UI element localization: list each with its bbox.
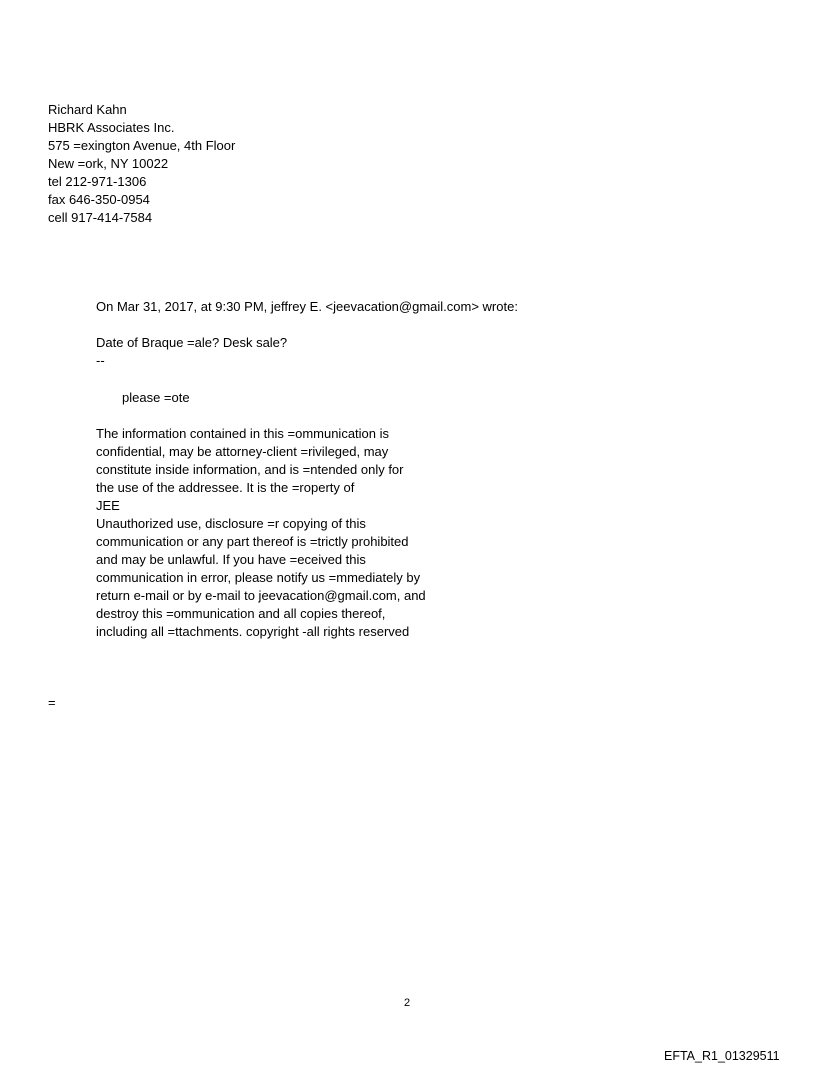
signature-name: Richard Kahn bbox=[48, 102, 127, 117]
disclaimer-line: communication or any part thereof is =trictly prohibited bbox=[96, 534, 409, 549]
signature-fax: fax 646-350-0954 bbox=[48, 192, 150, 207]
disclaimer-line: destroy this =ommunication and all copies thereof, bbox=[96, 606, 386, 621]
signature-address-line1: 575 =exington Avenue, 4th Floor bbox=[48, 138, 236, 153]
trailing-mark: = bbox=[48, 695, 56, 710]
disclaimer-line: communication in error, please notify us =mmediately by bbox=[96, 570, 421, 585]
quoted-note: please =ote bbox=[122, 390, 190, 405]
quoted-header: On Mar 31, 2017, at 9:30 PM, jeffrey E. <jeevacation@gmail.com> wrote: bbox=[96, 299, 518, 314]
quoted-body-line: Date of Braque =ale? Desk sale? bbox=[96, 335, 288, 350]
disclaimer-line: The information contained in this =ommunication is bbox=[96, 426, 390, 441]
disclaimer-line: Unauthorized use, disclosure =r copying of this bbox=[96, 516, 366, 531]
page-number: 2 bbox=[404, 997, 411, 1009]
disclaimer-line: the use of the addressee. It is the =roperty of bbox=[96, 480, 355, 495]
disclaimer-line: confidential, may be attorney-client =rivileged, may bbox=[96, 444, 389, 459]
disclaimer-line: JEE bbox=[96, 498, 120, 513]
signature-company: HBRK Associates Inc. bbox=[48, 120, 175, 135]
signature-cell: cell 917-414-7584 bbox=[48, 210, 153, 225]
signature-tel: tel 212-971-1306 bbox=[48, 174, 147, 189]
signature-address-line2: New =ork, NY 10022 bbox=[48, 156, 169, 171]
quoted-separator: -- bbox=[96, 353, 105, 368]
disclaimer-line: including all =ttachments. copyright -all rights reserved bbox=[96, 624, 410, 639]
disclaimer-line: constitute inside information, and is =ntended only for bbox=[96, 462, 404, 477]
document-id: EFTA_R1_01329511 bbox=[664, 1049, 780, 1063]
disclaimer-line: and may be unlawful. If you have =eceived this bbox=[96, 552, 366, 567]
disclaimer-line: return e-mail or by e-mail to jeevacation@gmail.com, and bbox=[96, 588, 426, 603]
